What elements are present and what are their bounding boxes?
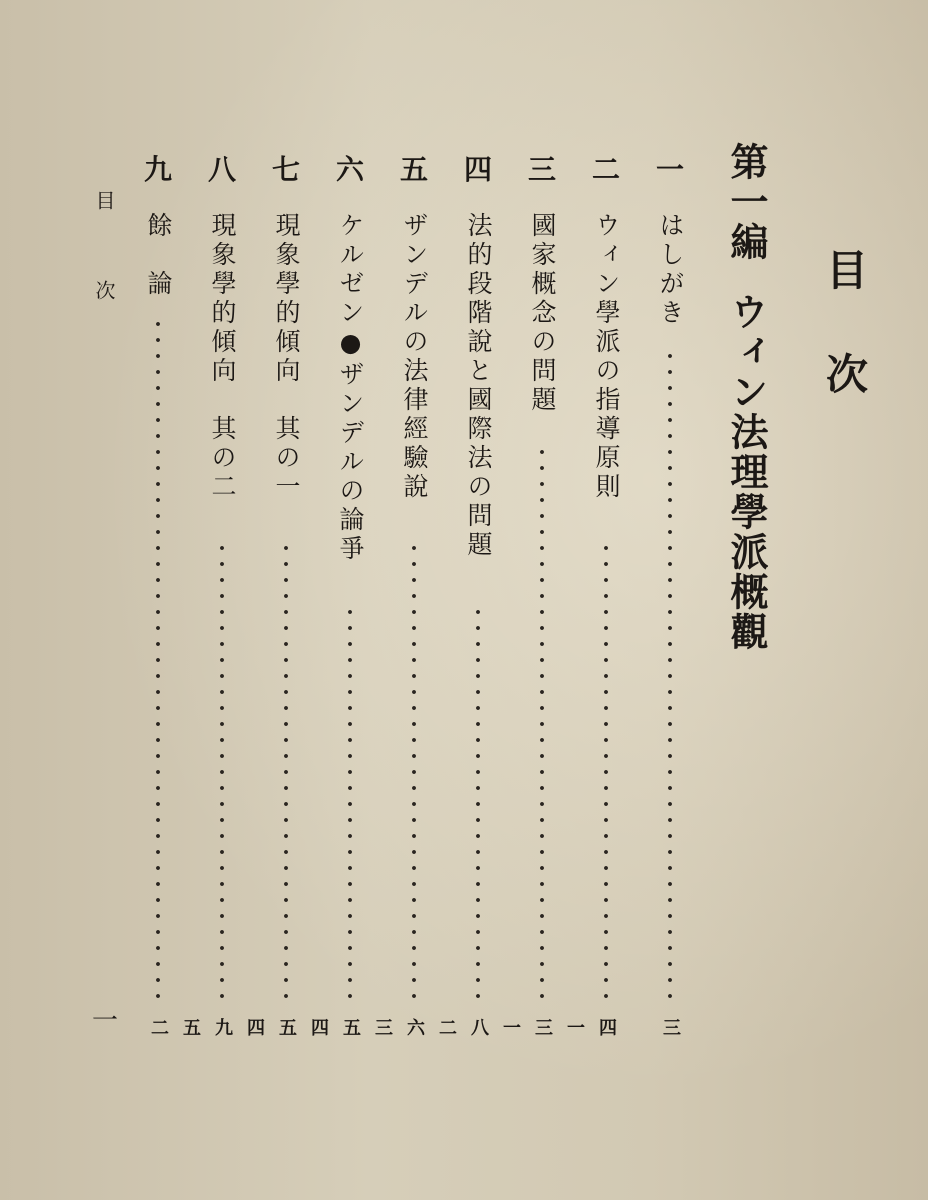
part-name: ウィン法理學派概觀 <box>724 292 769 652</box>
entry-page-number: 一八 <box>468 1018 521 1036</box>
running-head: 目次 <box>92 190 116 370</box>
dot-leader <box>537 444 547 1010</box>
toc-entry[interactable] <box>330 150 393 1050</box>
toc-entry[interactable] <box>586 150 626 1050</box>
entry-page-number: 二六 <box>404 1018 457 1036</box>
entry-number: 八 <box>207 153 236 186</box>
entry-title: 法的段階說と國際法の問題 <box>464 212 493 560</box>
entry-number: 七 <box>271 153 300 186</box>
entry-number: 九 <box>143 153 172 186</box>
page-title: 目次 <box>820 248 869 456</box>
toc-entry[interactable] <box>522 150 585 1050</box>
toc-entry[interactable] <box>266 150 329 1050</box>
entry-title: はしがき <box>656 212 685 328</box>
dot-leader <box>153 316 163 1010</box>
entry-number: 一 <box>655 153 684 186</box>
entry-page-number: 四五 <box>276 1018 329 1036</box>
dot-leader <box>281 540 291 1010</box>
toc-entry[interactable] <box>650 150 690 1050</box>
dot-leader <box>473 604 483 1010</box>
toc-entry[interactable] <box>394 150 457 1050</box>
entry-number: 五 <box>399 153 428 186</box>
toc-entry[interactable] <box>138 150 201 1050</box>
part-label: 第一編 <box>724 142 769 262</box>
entry-page-number: 四九 <box>212 1018 265 1036</box>
entry-number: 六 <box>335 153 364 186</box>
entry-title: ケルゼン●ザンデルの論爭 <box>336 212 365 564</box>
entry-number: 四 <box>463 153 492 186</box>
entry-page-number: 三五 <box>340 1018 393 1036</box>
dot-leader <box>409 540 419 1010</box>
part-heading <box>724 142 768 652</box>
entry-page-number: 四 <box>596 1018 617 1036</box>
dot-leader <box>665 348 675 1010</box>
entry-page-number: 五二 <box>148 1018 201 1036</box>
entry-title: 現象學的傾向 其の二 <box>208 212 237 502</box>
dot-leader <box>217 540 227 1010</box>
entry-title: 國家概念の問題 <box>528 212 557 415</box>
toc-entry[interactable] <box>202 150 265 1050</box>
dot-leader <box>601 540 611 1010</box>
entry-page-number: 一三 <box>532 1018 585 1036</box>
dot-leader <box>345 604 355 1010</box>
entry-number: 三 <box>527 153 556 186</box>
entry-page-number: 三 <box>660 1018 681 1036</box>
entry-title: 現象學的傾向 其の一 <box>272 212 301 502</box>
entry-title: ザンデルの法律經驗說 <box>400 212 429 502</box>
entry-title: 餘 論 <box>144 212 173 299</box>
entry-number: 二 <box>591 153 620 186</box>
entry-title: ウィン學派の指導原則 <box>592 212 621 502</box>
folio-number: 一 <box>92 1006 119 1036</box>
toc-entry[interactable] <box>458 150 521 1050</box>
